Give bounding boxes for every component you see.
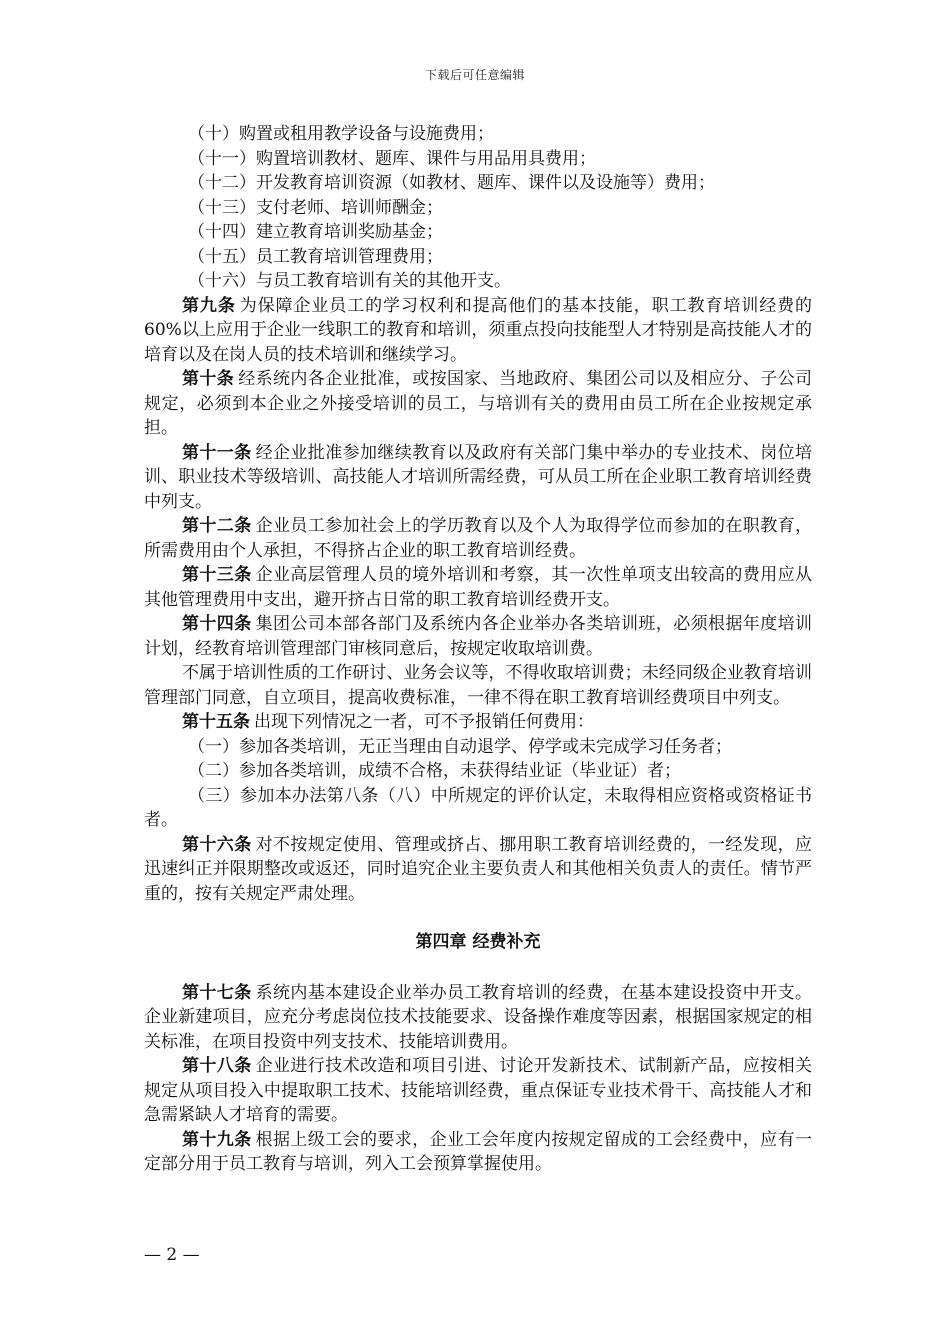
article-text: 系统内基本建设企业举办员工教育培训的经费，在基本建设投资中开支。企业新建项目，应充分考虑岗位技术技能要求、设备操作难度等因素，根据国家规定的相关标准，在项目投资中列支技术、技能培训费用。 xyxy=(144,982,813,1052)
article-label: 第十五条 xyxy=(182,712,250,732)
article-label: 第十四条 xyxy=(182,614,252,634)
article-text: 对不按规定使用、管理或挤占、挪用职工教育培训经费的，一经发现，应迅速纠正并限期整改或返还，同时追究企业主要负责人和其他相关负责人的责任。情节严重的，按有关规定严肃处理。 xyxy=(144,834,813,904)
article-text: 根据上级工会的要求，企业工会年度内按规定留成的工会经费中，应有一定部分用于员工教育与培训，列入工会预算掌握使用。 xyxy=(144,1129,813,1174)
article-14-paragraph-2: 不属于培训性质的工作研讨、业务会议等，不得收取培训费；未经同级企业教育培训管理部门同意，自立项目，提高收费标准，一律不得在职工教育培训经费项目中列支。 xyxy=(144,663,812,708)
page-header: 下载后可任意编辑 xyxy=(424,68,525,82)
article-13 xyxy=(144,563,812,612)
list-item: （十三）支付老师、培训师酬金； xyxy=(188,197,443,218)
chapter-heading: 第四章 经费补充 xyxy=(415,932,541,952)
article-label: 第十七条 xyxy=(182,982,252,1003)
list-item: （三）参加本办法第八条（八）中所规定的评价认定，未取得相应资格或资格证书者。 xyxy=(144,785,812,830)
article-label: 第十二条 xyxy=(182,516,252,536)
list-item: （十六）与员工教育培训有关的其他开支。 xyxy=(188,271,511,291)
article-label: 第九条 xyxy=(182,295,236,316)
article-16 xyxy=(144,833,812,907)
article-17 xyxy=(144,981,812,1055)
article-15 xyxy=(144,710,812,735)
article-label: 第十八条 xyxy=(182,1056,252,1076)
article-label: 第十条 xyxy=(182,369,235,389)
article-10 xyxy=(144,367,812,441)
article-19 xyxy=(144,1128,812,1177)
article-text: 经企业批准参加继续教育以及政府有关部门集中举办的专业技术、岗位培训、职业技术等级培训、高技能人才培训所需经费，可从员工所在企业职工教育培训经费中列支。 xyxy=(144,442,813,512)
list-item: （十二）开发教育培训资源（如教材、题库、课件以及设施等）费用； xyxy=(188,173,715,193)
article-text: 出现下列情况之一者，可不予报销任何费用： xyxy=(254,712,594,732)
article-14 xyxy=(144,612,812,661)
page-number: — 2 — xyxy=(144,1245,200,1265)
article-text: 为保障企业员工的学习权利和提高他们的基本技能，职工教育培训经费的60%以上应用于企业一线职工的教育和培训，须重点投向技能型人才特别是高技能人才的培育以及在岗人员的技术培训和继续学习。 xyxy=(144,295,813,365)
article-label: 第十六条 xyxy=(182,834,252,855)
list-item: （十五）员工教育培训管理费用； xyxy=(188,246,443,267)
article-text: 集团公司本部各部门及系统内各企业举办各类培训班，必须根据年度培训计划，经教育培训管理部门审核同意后，按规定收取培训费。 xyxy=(144,614,813,659)
article-text: 企业高层管理人员的境外培训和考察，其一次性单项支出较高的费用应从其他管理费用中支出，避开挤占日常的职工教育培训经费开支。 xyxy=(144,565,813,610)
list-item: （一）参加各类培训，无正当理由自动退学、停学或未完成学习任务者； xyxy=(188,736,732,757)
list-item: （十）购置或租用教学设备与设施费用； xyxy=(188,124,494,144)
list-item: （十一）购置培训教材、题库、课件与用品用具费用； xyxy=(188,148,596,169)
article-11 xyxy=(144,441,812,515)
article-18 xyxy=(144,1054,812,1128)
article-9 xyxy=(144,294,812,368)
article-text: 企业员工参加社会上的学历教育以及个人为取得学位而参加的在职教育，所需费用由个人承担，不得挤占企业的职工教育培训经费。 xyxy=(144,516,813,561)
document-body xyxy=(144,122,812,1177)
article-text: 企业进行技术改造和项目引进、讨论开发新技术、试制新产品，应按相关规定从项目投入中提取职工技术、技能培训经费，重点保证专业技术骨干、高技能人才和急需紧缺人才培育的需要。 xyxy=(144,1056,813,1125)
article-12 xyxy=(144,514,812,563)
list-item: （十四）建立教育培训奖励基金； xyxy=(188,222,443,242)
list-item: （二）参加各类培训，成绩不合格，未获得结业证（毕业证）者； xyxy=(188,761,681,781)
article-label: 第十一条 xyxy=(182,442,252,463)
article-label: 第十三条 xyxy=(182,565,252,585)
article-label: 第十九条 xyxy=(182,1129,252,1150)
article-text: 经系统内各企业批准，或按国家、当地政府、集团公司以及相应分、子公司规定，必须到本企业之外接受培训的员工，与培训有关的费用由员工所在企业按规定承担。 xyxy=(144,369,813,438)
